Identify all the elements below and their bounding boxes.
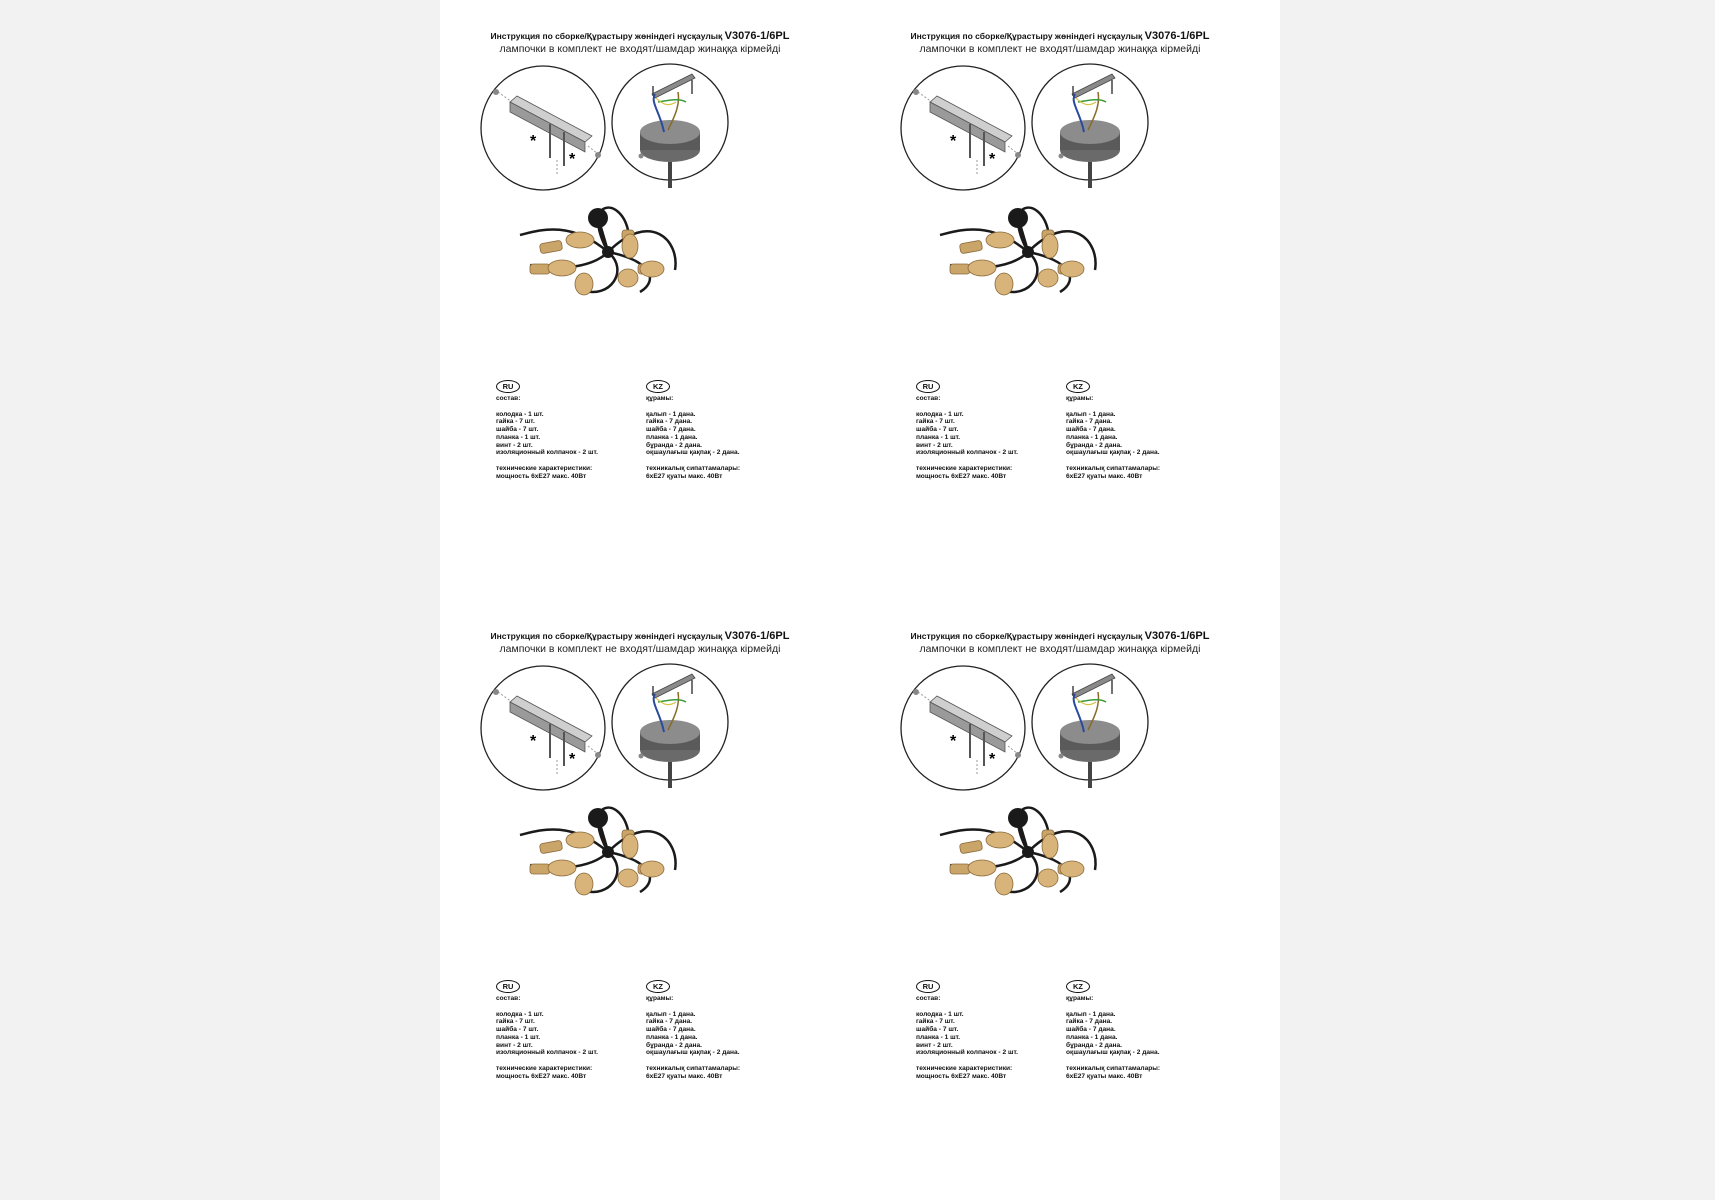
list-item: планка - 1 шт. [916, 433, 961, 441]
list-item: шайба - 7 шт. [916, 1026, 959, 1034]
list-item: изоляционный колпачок - 2 шт. [496, 1049, 598, 1057]
instruction-panel [860, 0, 1260, 600]
list-item: оқшаулағыш қақпақ - 2 дана. [646, 449, 740, 457]
ru-section [916, 980, 1066, 1080]
contents-list [646, 1011, 796, 1057]
list-item: колодка - 1 шт. [496, 1010, 544, 1018]
list-item: гайка - 7 дана. [646, 1018, 693, 1026]
list-item: гайка - 7 шт. [916, 418, 955, 426]
kz-section [646, 980, 796, 1080]
list-item: оқшаулағыш қақпақ - 2 дана. [646, 1049, 740, 1057]
ru-badge: RU [496, 980, 520, 993]
specs-value: 6хЕ27 қуаты макс. 40Вт [646, 472, 723, 480]
specs-block [646, 465, 796, 480]
model-number: V3076-1/6PL [724, 630, 790, 642]
contents-label: құрамы: [646, 395, 674, 402]
specs-block [646, 1065, 796, 1080]
list-item: колодка - 1 шт. [916, 1010, 964, 1018]
contents-list [496, 411, 646, 457]
mounting-diagram [900, 662, 1220, 797]
bracket-detail-illustration [901, 66, 1025, 190]
svg-text:*: * [950, 133, 957, 150]
list-item: шайба - 7 шт. [916, 426, 959, 434]
specs-label: техникалық сипаттамалары: [646, 1064, 741, 1072]
contents-list [1066, 411, 1216, 457]
list-item: колодка - 1 шт. [496, 410, 544, 418]
list-item: винт - 2 шт. [496, 441, 533, 449]
svg-text:*: * [569, 751, 576, 768]
panel-title [900, 630, 1220, 642]
ru-section [496, 980, 646, 1080]
list-item: планка - 1 дана. [646, 433, 698, 441]
chandelier-illustration [930, 200, 1190, 310]
specs-label: техникалық сипаттамалары: [1066, 1064, 1161, 1072]
panel-title [480, 630, 800, 642]
ru-section [496, 380, 646, 480]
list-item: планка - 1 дана. [646, 1033, 698, 1041]
list-item: бұранда - 2 дана. [646, 1041, 702, 1049]
contents-label: құрамы: [1066, 395, 1094, 402]
specs-block [496, 1065, 646, 1080]
svg-text:*: * [530, 733, 537, 750]
specs-block [1066, 465, 1216, 480]
kz-badge: KZ [646, 380, 670, 393]
kz-section [1066, 980, 1216, 1080]
panel-subtitle: лампочки в комплект не входят/шамдар жинаққа кірмейді [499, 643, 781, 655]
list-item: қалып - 1 дана. [1066, 410, 1116, 418]
specs-label: техникалық сипаттамалары: [646, 464, 741, 472]
specs-value: 6хЕ27 қуаты макс. 40Вт [1066, 1072, 1143, 1080]
list-item: планка - 1 шт. [916, 1033, 961, 1041]
model-number: V3076-1/6PL [724, 30, 790, 42]
bracket-detail-illustration [481, 66, 605, 190]
list-item: гайка - 7 шт. [916, 1018, 955, 1026]
instruction-sheet [440, 0, 1280, 1200]
list-item: гайка - 7 шт. [496, 1018, 535, 1026]
ru-badge: RU [916, 380, 940, 393]
contents-label: құрамы: [646, 995, 674, 1002]
kz-section [646, 380, 796, 480]
contents-list [916, 411, 1066, 457]
panel-subtitle: лампочки в комплект не входят/шамдар жинаққа кірмейді [919, 643, 1201, 655]
list-item: винт - 2 шт. [916, 441, 953, 449]
list-item: колодка - 1 шт. [916, 410, 964, 418]
panel-subtitle: лампочки в комплект не входят/шамдар жинаққа кірмейді [919, 43, 1201, 55]
list-item: шайба - 7 шт. [496, 1026, 539, 1034]
kz-badge: KZ [1066, 980, 1090, 993]
specs-label: технические характеристики: [916, 464, 1013, 472]
list-item: винт - 2 шт. [916, 1041, 953, 1049]
contents-list [496, 1011, 646, 1057]
specs-label: технические характеристики: [496, 1064, 593, 1072]
instruction-panel [860, 600, 1260, 1200]
contents-label: состав: [496, 395, 521, 402]
contents-list [1066, 1011, 1216, 1057]
specs-value: 6хЕ27 қуаты макс. 40Вт [1066, 472, 1143, 480]
canopy-wiring-illustration [612, 664, 728, 788]
contents-label: состав: [916, 395, 941, 402]
specs-block [1066, 1065, 1216, 1080]
mounting-diagram [480, 662, 800, 797]
kz-badge: KZ [646, 980, 670, 993]
list-item: бұранда - 2 дана. [646, 441, 702, 449]
title-text: Инструкция по сборке/Құрастыру жөніндегі нұсқаулық [490, 631, 723, 641]
list-item: гайка - 7 дана. [1066, 1018, 1113, 1026]
svg-text:*: * [530, 133, 537, 150]
list-item: планка - 1 дана. [1066, 433, 1118, 441]
list-item: қалып - 1 дана. [646, 1010, 696, 1018]
contents-label: состав: [916, 995, 941, 1002]
specs-value: мощность 6хЕ27 макс. 40Вт [496, 472, 587, 480]
chandelier-illustration [510, 200, 770, 310]
svg-text:*: * [989, 751, 996, 768]
list-item: шайба - 7 дана. [646, 426, 696, 434]
list-item: шайба - 7 дана. [646, 1026, 696, 1034]
svg-text:*: * [950, 733, 957, 750]
list-item: изоляционный колпачок - 2 шт. [916, 449, 1018, 457]
specs-label: техникалық сипаттамалары: [1066, 464, 1161, 472]
contents-label: состав: [496, 995, 521, 1002]
list-item: изоляционный колпачок - 2 шт. [916, 1049, 1018, 1057]
list-item: гайка - 7 шт. [496, 418, 535, 426]
contents-list [916, 1011, 1066, 1057]
specs-block [916, 465, 1066, 480]
contents-label: құрамы: [1066, 995, 1094, 1002]
model-number: V3076-1/6PL [1144, 30, 1210, 42]
list-item: шайба - 7 шт. [496, 426, 539, 434]
contents-list [646, 411, 796, 457]
panel-title [900, 30, 1220, 42]
bracket-detail-illustration [901, 666, 1025, 790]
instruction-panel [440, 0, 840, 600]
chandelier-illustration [930, 800, 1190, 910]
specs-value: мощность 6хЕ27 макс. 40Вт [916, 472, 1007, 480]
list-item: бұранда - 2 дана. [1066, 441, 1122, 449]
list-item: планка - 1 дана. [1066, 1033, 1118, 1041]
specs-value: мощность 6хЕ27 макс. 40Вт [916, 1072, 1007, 1080]
kz-badge: KZ [1066, 380, 1090, 393]
specs-label: технические характеристики: [496, 464, 593, 472]
specs-value: мощность 6хЕ27 макс. 40Вт [496, 1072, 587, 1080]
specs-value: 6хЕ27 қуаты макс. 40Вт [646, 1072, 723, 1080]
mounting-diagram [900, 62, 1220, 197]
ru-badge: RU [496, 380, 520, 393]
canopy-wiring-illustration [1032, 664, 1148, 788]
list-item: винт - 2 шт. [496, 1041, 533, 1049]
list-item: планка - 1 шт. [496, 433, 541, 441]
specs-label: технические характеристики: [916, 1064, 1013, 1072]
bracket-detail-illustration [481, 666, 605, 790]
list-item: қалып - 1 дана. [1066, 1010, 1116, 1018]
title-text: Инструкция по сборке/Құрастыру жөніндегі нұсқаулық [910, 31, 1143, 41]
model-number: V3076-1/6PL [1144, 630, 1210, 642]
title-text: Инструкция по сборке/Құрастыру жөніндегі нұсқаулық [490, 31, 723, 41]
ru-badge: RU [916, 980, 940, 993]
canopy-wiring-illustration [1032, 64, 1148, 188]
list-item: гайка - 7 дана. [646, 418, 693, 426]
panel-subtitle: лампочки в комплект не входят/шамдар жинаққа кірмейді [499, 43, 781, 55]
list-item: шайба - 7 дана. [1066, 426, 1116, 434]
mounting-diagram [480, 62, 800, 197]
svg-text:*: * [989, 151, 996, 168]
panel-title [480, 30, 800, 42]
specs-block [916, 1065, 1066, 1080]
ru-section [916, 380, 1066, 480]
list-item: шайба - 7 дана. [1066, 1026, 1116, 1034]
specs-block [496, 465, 646, 480]
title-text: Инструкция по сборке/Құрастыру жөніндегі нұсқаулық [910, 631, 1143, 641]
kz-section [1066, 380, 1216, 480]
list-item: планка - 1 шт. [496, 1033, 541, 1041]
list-item: оқшаулағыш қақпақ - 2 дана. [1066, 1049, 1160, 1057]
list-item: бұранда - 2 дана. [1066, 1041, 1122, 1049]
list-item: қалып - 1 дана. [646, 410, 696, 418]
canopy-wiring-illustration [612, 64, 728, 188]
list-item: гайка - 7 дана. [1066, 418, 1113, 426]
instruction-panel [440, 600, 840, 1200]
list-item: изоляционный колпачок - 2 шт. [496, 449, 598, 457]
chandelier-illustration [510, 800, 770, 910]
list-item: оқшаулағыш қақпақ - 2 дана. [1066, 449, 1160, 457]
svg-text:*: * [569, 151, 576, 168]
